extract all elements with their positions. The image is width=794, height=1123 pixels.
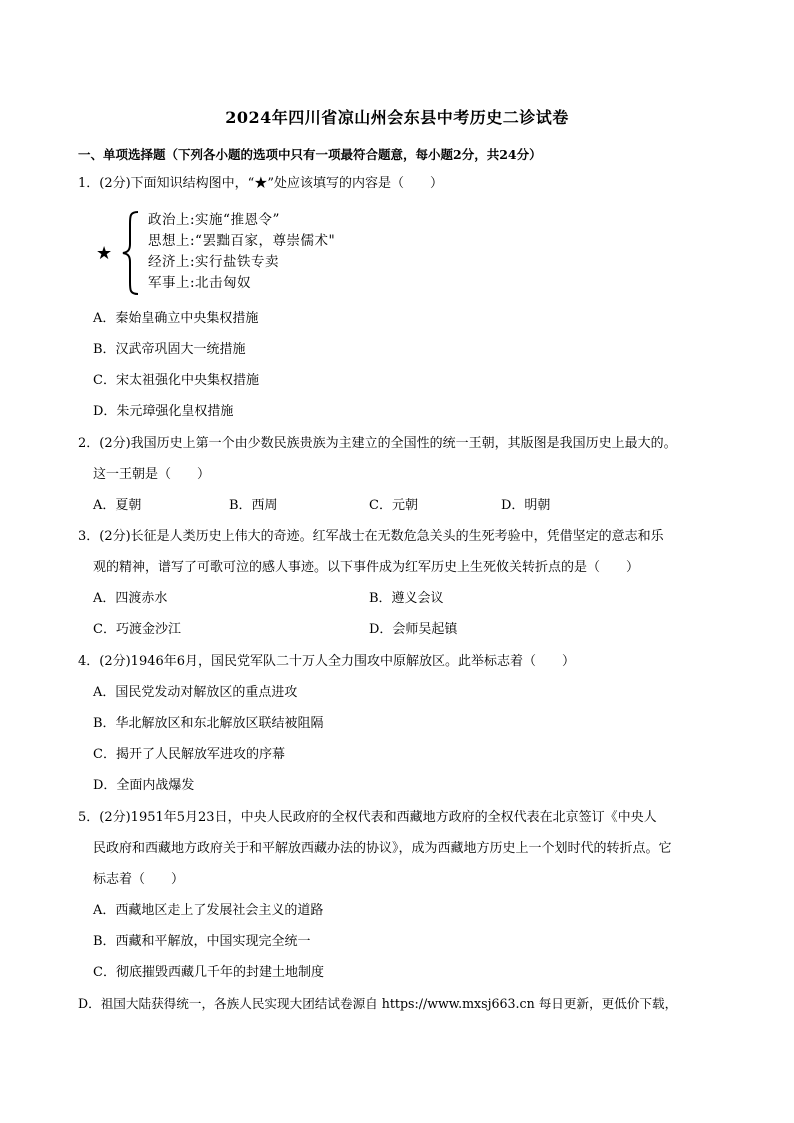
knowledge-item-politics: 政治上:实施“推恩令”	[148, 212, 280, 228]
q1-option-c[interactable]: C．宋太祖强化中央集权措施	[93, 373, 259, 388]
q2-option-c[interactable]: C．元朝	[369, 498, 418, 513]
q5-option-c[interactable]: C．彻底摧毁西藏几千年的封建土地制度	[93, 965, 324, 980]
q1-option-d[interactable]: D．朱元璋强化皇权措施	[93, 404, 234, 419]
question-5-stem-cont: 民政府和西藏地方政府关于和平解放西藏办法的协议》，成为西藏地方历史上一个划时代的转折点。它	[93, 841, 672, 856]
exam-title: 2024年四川省凉山州会东县中考历史二诊试卷	[225, 108, 569, 127]
section-heading: 一、单项选择题（下列各小题的选项中只有一项最符合题意，每小题2分，共24分）	[78, 147, 542, 162]
q1-option-a[interactable]: A．秦始皇确立中央集权措施	[93, 311, 259, 326]
q4-option-d[interactable]: D．全面内战爆发	[93, 778, 195, 793]
q4-option-b[interactable]: B．华北解放区和东北解放区联结被阻隔	[93, 716, 324, 731]
knowledge-item-economy: 经济上:实行盐铁专卖	[148, 254, 280, 270]
left-brace-icon	[120, 210, 142, 296]
question-5-stem: 5．(2分)1951年5月23日，中央人民政府的全权代表和西藏地方政府的全权代表在北京签订《中央人	[78, 810, 657, 825]
question-3-stem-cont: 观的精神，谱写了可歌可泣的感人事迹。以下事件成为红军历史上生死攸关转折点的是（ ）	[93, 560, 640, 575]
star-symbol: ★	[96, 243, 113, 264]
q5-option-b[interactable]: B．西藏和平解放，中国实现完全统一	[93, 934, 311, 949]
q2-option-a[interactable]: A．夏朝	[93, 498, 142, 513]
q4-option-a[interactable]: A．国民党发动对解放区的重点进攻	[93, 685, 298, 700]
question-2-stem: 2．(2分)我国历史上第一个由少数民族贵族为主建立的全国性的统一王朝，其版图是我国历史上最大的。	[78, 436, 677, 451]
q5-option-d[interactable]: D．祖国大陆获得统一，各族人民实现大团结试卷源自 https://www.mxsj663.cn 每日更新，更低价下载，	[78, 996, 678, 1011]
q3-option-b[interactable]: B．遵义会议	[369, 591, 444, 606]
knowledge-item-thought: 思想上:“罢黜百家，尊崇儒术"	[148, 233, 336, 249]
q2-option-b[interactable]: B．西周	[229, 498, 278, 513]
q4-option-c[interactable]: C．揭开了人民解放军进攻的序幕	[93, 747, 285, 762]
question-1-stem: 1．(2分)下面知识结构图中，“★”处应该填写的内容是（ ）	[78, 176, 443, 191]
q5-option-a[interactable]: A．西藏地区走上了发展社会主义的道路	[93, 903, 324, 918]
q3-option-c[interactable]: C．巧渡金沙江	[93, 622, 181, 637]
q3-option-d[interactable]: D．会师吴起镇	[369, 622, 458, 637]
question-5-stem-cont-2: 标志着（ ）	[93, 872, 185, 887]
knowledge-item-military: 军事上:北击匈奴	[148, 275, 252, 291]
q3-option-a[interactable]: A．四渡赤水	[93, 591, 168, 606]
q2-option-d[interactable]: D．明朝	[501, 498, 551, 513]
question-3-stem: 3．(2分)长征是人类历史上伟大的奇迹。红军战士在无数危急关头的生死考验中，凭借坚定的意志和乐	[78, 529, 664, 544]
q1-option-b[interactable]: B．汉武帝巩固大一统措施	[93, 342, 246, 357]
question-2-stem-cont: 这一王朝是（ ）	[93, 467, 211, 482]
question-4-stem: 4．(2分)1946年6月，国民党军队二十万人全力围攻中原解放区。此举标志着（ ）	[78, 654, 576, 669]
